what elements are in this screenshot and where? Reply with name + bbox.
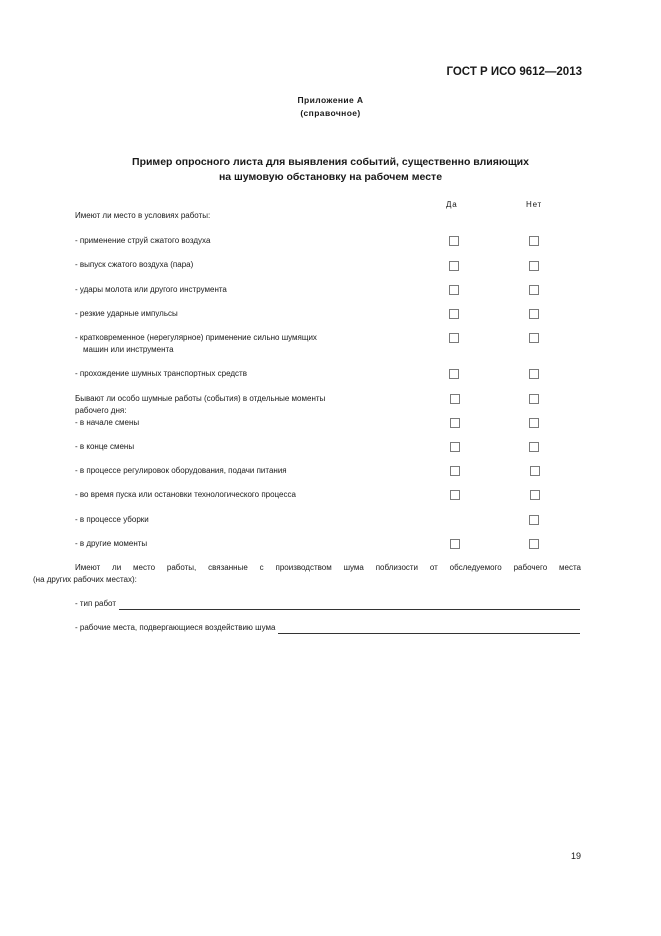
form-title-line-2: на шумовую обстановку на рабочем месте	[218, 171, 443, 183]
page-number: 19	[570, 851, 581, 861]
list-item: - в конце смены	[75, 442, 135, 451]
no-checkbox[interactable]	[529, 309, 539, 319]
no-checkbox[interactable]	[529, 333, 539, 343]
no-checkbox[interactable]	[529, 394, 539, 404]
list-item: - применение струй сжатого воздуха	[75, 236, 211, 245]
list-item: - во время пуска или остановки технологического процесса	[75, 490, 296, 499]
section2-question: Бывают ли особо шумные работы (события) в отдельные моменты	[75, 394, 326, 403]
yes-checkbox[interactable]	[450, 539, 460, 549]
affected-workplaces-field[interactable]	[75, 622, 580, 634]
yes-checkbox[interactable]	[450, 490, 460, 500]
list-item: - резкие ударные импульсы	[75, 309, 178, 318]
yes-checkbox[interactable]	[450, 418, 460, 428]
no-checkbox[interactable]	[529, 539, 539, 549]
no-checkbox[interactable]	[529, 515, 539, 525]
list-item: - выпуск сжатого воздуха (пара)	[75, 260, 194, 269]
no-checkbox[interactable]	[530, 490, 540, 500]
section3-paragraph: Имеют ли место работы, связанные с производством шума поблизости от обследуемого рабочего места	[75, 563, 581, 572]
column-header-yes: Да	[446, 200, 458, 209]
list-item: - в процессе уборки	[75, 515, 149, 524]
section1-question: Имеют ли место в условиях работы:	[75, 211, 211, 220]
section2-question-continuation: рабочего дня:	[75, 406, 127, 415]
no-checkbox[interactable]	[529, 236, 539, 246]
form-title-line-1: Пример опросного листа для выявления событий, существенно влияющих	[132, 156, 529, 168]
yes-checkbox[interactable]	[449, 333, 459, 343]
section3-paragraph-continuation: (на других рабочих местах):	[33, 575, 137, 584]
work-type-field[interactable]	[75, 598, 580, 610]
yes-checkbox[interactable]	[449, 369, 459, 379]
yes-checkbox[interactable]	[449, 285, 459, 295]
list-item: - в другие моменты	[75, 539, 148, 548]
yes-checkbox[interactable]	[450, 466, 460, 476]
work-type-blank[interactable]	[119, 601, 580, 610]
no-checkbox[interactable]	[529, 369, 539, 379]
list-item: - в процессе регулировок оборудования, подачи питания	[75, 466, 287, 475]
no-checkbox[interactable]	[530, 466, 540, 476]
affected-workplaces-blank[interactable]	[278, 625, 580, 634]
yes-checkbox[interactable]	[449, 236, 459, 246]
appendix-label: Приложение А	[297, 95, 364, 105]
appendix-note: (справочное)	[300, 108, 361, 118]
no-checkbox[interactable]	[529, 418, 539, 428]
column-header-no: Нет	[526, 200, 543, 209]
list-item: - в начале смены	[75, 418, 140, 427]
yes-checkbox[interactable]	[450, 394, 460, 404]
no-checkbox[interactable]	[529, 442, 539, 452]
yes-checkbox[interactable]	[450, 442, 460, 452]
list-item: - удары молота или другого инструмента	[75, 285, 227, 294]
no-checkbox[interactable]	[529, 261, 539, 271]
list-item-continuation: машин или инструмента	[83, 345, 174, 354]
affected-workplaces-label: - рабочие места, подвергающиеся воздействию шума	[75, 623, 276, 632]
list-item: - прохождение шумных транспортных средств	[75, 369, 247, 378]
yes-checkbox[interactable]	[449, 261, 459, 271]
list-item: - кратковременное (нерегулярное) применение сильно шумящих	[75, 333, 317, 342]
yes-checkbox[interactable]	[449, 309, 459, 319]
work-type-label: - тип работ	[75, 599, 116, 608]
no-checkbox[interactable]	[529, 285, 539, 295]
standard-designation: ГОСТ Р ИСО 9612—2013	[446, 66, 582, 78]
